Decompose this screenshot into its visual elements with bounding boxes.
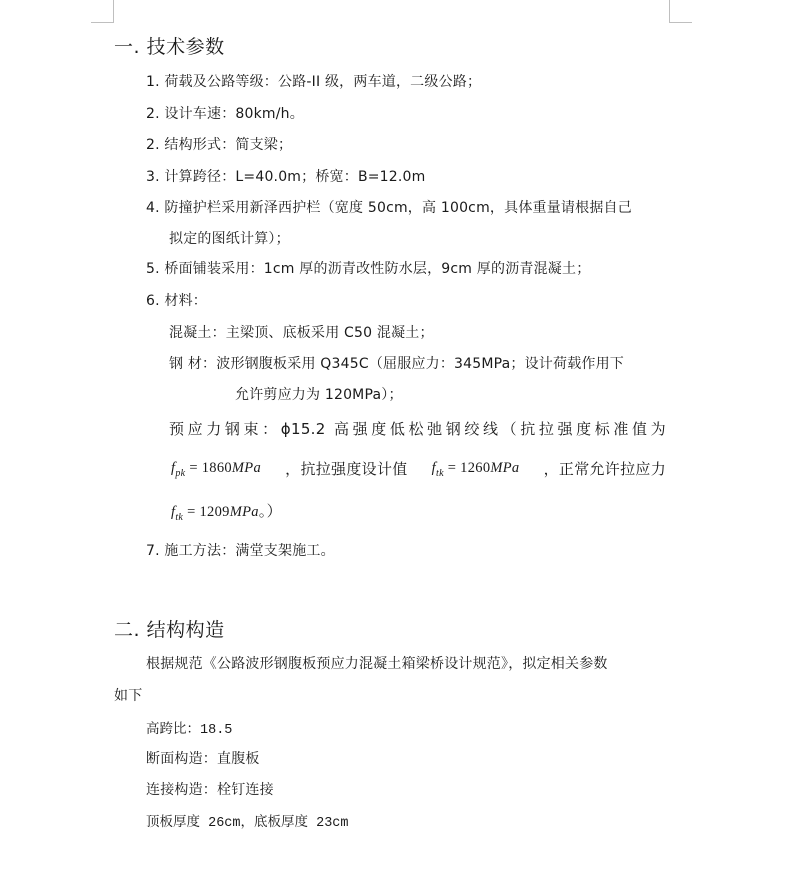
formula-fpk: $f_{pk} = 1860MPa$: [171, 460, 262, 479]
tendon-tail-text: ，正常允许拉应力: [543, 460, 666, 478]
tendon-end-text: 。）: [258, 502, 282, 520]
formula-ftk-allowable: $f_{tk} = 1209MPa$: [171, 504, 259, 523]
list-item-continuation: 拟定的图纸计算）；: [169, 231, 290, 247]
section-2-intro-continuation: 如下: [114, 688, 143, 704]
list-item: 4. 防撞护栏采用新泽西护栏（宽度 50cm，高 100cm，具体重量请根据自己: [146, 200, 632, 216]
formula-ftk-design: $f_{tk} = 1260MPa$: [431, 460, 520, 479]
tendon-mid-text: ，抗拉强度设计值: [285, 460, 408, 478]
section-1-heading: 一. 技术参数: [114, 36, 225, 58]
page-corner-mark-left: [91, 0, 114, 23]
list-item: 3. 计算跨径：L=40.0m；桥宽：B=12.0m: [146, 169, 426, 185]
section-2-heading: 二. 结构构造: [114, 619, 225, 641]
list-item: 5. 桥面铺装采用：1cm 厚的沥青改性防水层，9cm 厚的沥青混凝土；: [146, 261, 591, 277]
material-tendon: 预应力钢束：ϕ15.2 高强度低松弛钢绞线（抗拉强度标准值为: [169, 420, 666, 438]
param-plate-thickness: 顶板厚度 26cm，底板厚度 23cm: [146, 816, 349, 831]
material-steel: 钢 材：波形钢腹板采用 Q345C（屈服应力：345MPa；设计荷载作用下: [169, 356, 625, 372]
param-depth-span-ratio: 高跨比：18.5: [146, 723, 233, 738]
list-item: 7. 施工方法：满堂支架施工。: [146, 543, 335, 559]
section-2-intro: 根据规范《公路波形钢腹板预应力混凝土箱梁桥设计规范》，拟定相关参数: [146, 656, 608, 672]
material-steel-continuation: 允许剪应力为 120MPa）；: [235, 387, 403, 403]
list-item: 1. 荷载及公路等级：公路-II 级，两车道，二级公路；: [146, 74, 482, 90]
list-item: 6. 材料：: [146, 293, 208, 309]
tendon-strength-line: [171, 458, 666, 479]
param-section-form: 断面构造：直腹板: [146, 751, 260, 767]
list-item: 2. 结构形式：简支梁；: [146, 137, 293, 153]
page-corner-mark-right: [669, 0, 692, 23]
material-concrete: 混凝土：主梁顶、底板采用 C50 混凝土；: [169, 325, 434, 341]
list-item: 2. 设计车速：80km/h。: [146, 106, 304, 122]
tendon-allowable-line: [171, 500, 282, 521]
param-connection: 连接构造：栓钉连接: [146, 782, 274, 798]
